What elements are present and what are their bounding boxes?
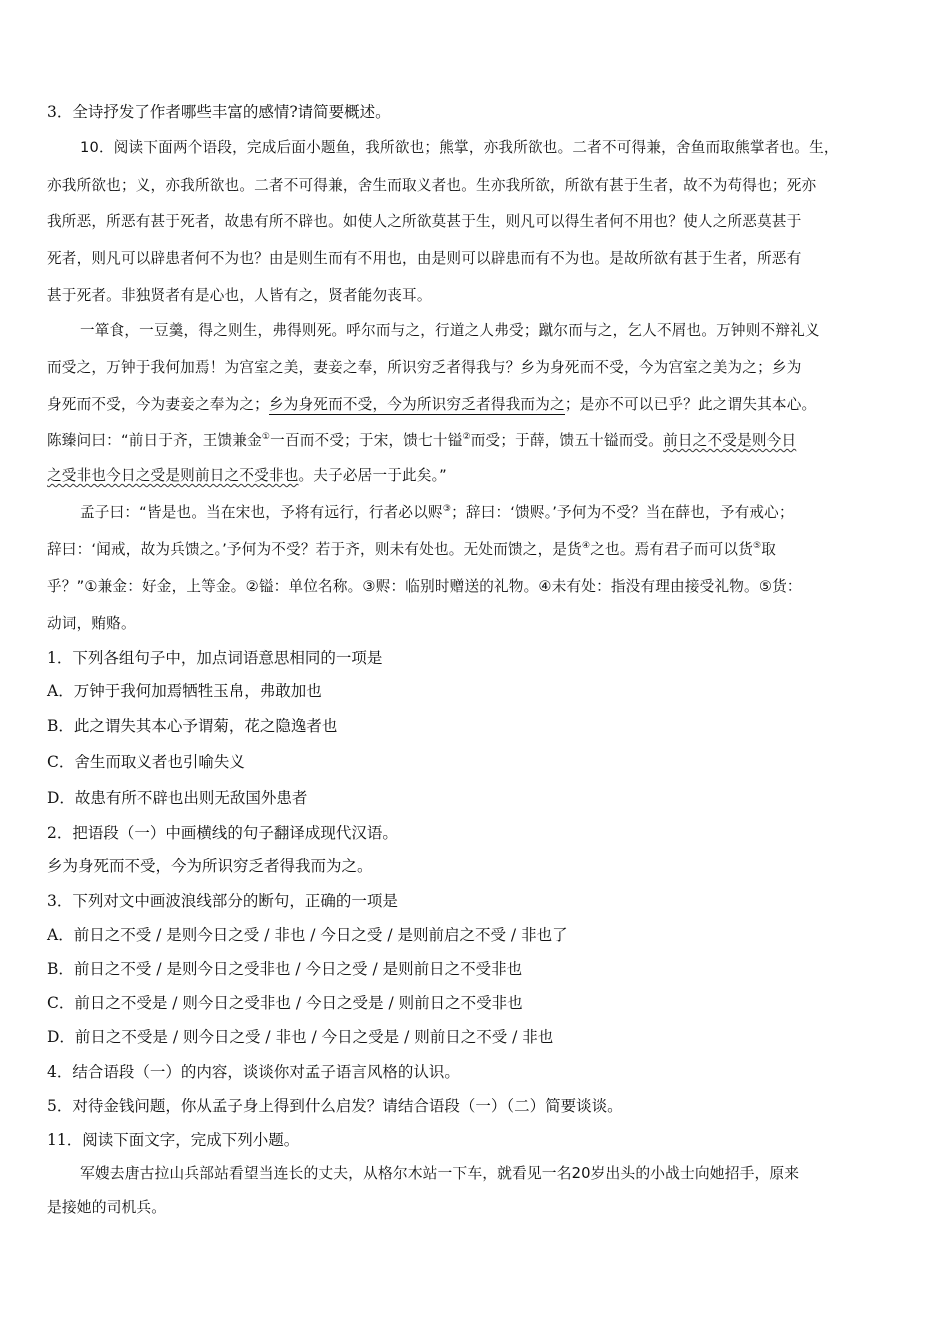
passage-1b-line: 而受之，万钟于我何加焉！为宫室之美，妻妾之奉，所识穷乏者得我与？乡为身死而不受，今为宫室之美为之；乡为 <box>47 359 802 376</box>
text-segment: 孟子曰：“皆是也。当在宋也，予将有远行，行者必以赆 <box>80 504 443 521</box>
footnote-mark: ② <box>462 432 471 442</box>
question-3-previous: 3．全诗抒发了作者哪些丰富的感情?请简要概述。 <box>47 103 391 121</box>
wavy-underlined-text: 之受非也今日之受是则前日之不受非也 <box>47 467 299 484</box>
text-segment: 之也。焉有君子而可以货 <box>590 541 753 558</box>
question-5: 5．对待金钱问题，你从孟子身上得到什么启发？请结合语段（一）（二）简要谈谈。 <box>47 1097 623 1115</box>
text-segment: 陈臻问曰：“前日于齐，王馈兼金 <box>47 432 262 449</box>
text-segment: ；辞曰：‘馈赆。’予何为不受？当在薛也，予有戒心； <box>451 504 794 521</box>
text-segment: 一百而不受；于宋，馈七十镒 <box>270 432 463 449</box>
question-1: 1．下列各组句子中，加点词语意思相同的一项是 <box>47 649 383 667</box>
passage-3-line: 军嫂去唐古拉山兵部站看望当连长的丈夫，从格尔木站一下车，就看见一名20岁出头的小战士向她招手，原来 <box>80 1165 800 1182</box>
question-4: 4．结合语段（一）的内容，谈谈你对孟子语言风格的认识。 <box>47 1063 460 1081</box>
option-b: B．前日之不受 / 是则今日之受非也 / 今日之受 / 是则前日之不受非也 <box>47 960 523 978</box>
option-a: A．前日之不受 / 是则今日之受 / 非也 / 今日之受 / 是则前启之不受 / 非也了 <box>47 926 568 944</box>
footnote-mark: ⑤ <box>752 541 762 551</box>
passage-1b-line <box>47 395 816 415</box>
footnote-mark: ④ <box>581 541 591 551</box>
passage-2-line <box>47 431 796 451</box>
option-d: D．故患有所不辟也出则无敌国外患者 <box>47 789 308 807</box>
passage-2-line <box>47 466 447 486</box>
passage-1b-line: 一箪食，一豆羹，得之则生，弗得则死。呼尔而与之，行道之人弗受；蹴尔而与之，乞人不屑也。万钟则不辩礼义 <box>80 322 820 339</box>
text-segment: 。夫子必居一于此矣。” <box>298 467 447 484</box>
text-segment: ；是亦不可以已乎？此之谓失其本心。 <box>564 396 817 413</box>
text-segment: 取 <box>761 541 777 558</box>
option-a: A．万钟于我何加焉牺牲玉帛，弗敢加也 <box>47 682 322 700</box>
passage-1-line: 我所恶，所恶有甚于死者，故患有所不辟也。如使人之所欲莫甚于生，则凡可以得生者何不用也？使人之所恶莫甚于 <box>47 213 802 230</box>
question-2: 2．把语段（一）中画横线的句子翻译成现代汉语。 <box>47 824 398 842</box>
text-segment: 身死而不受，今为妻妾之奉为之； <box>47 396 269 413</box>
passage-1-line: 死者，则凡可以辟患者何不为也？由是则生而有不用也，由是则可以辟患而有不为也。是故所欲有甚于生者，所恶有 <box>47 250 802 267</box>
passage-2-line <box>80 503 794 523</box>
passage-1-line: 亦我所欲也；义，亦我所欲也。二者不可得兼，舍生而取义者也。生亦我所欲，所欲有甚于生者，故不为苟得也；死亦 <box>47 177 817 194</box>
option-c: C．前日之不受是 / 则今日之受非也 / 今日之受是 / 则前日之不受非也 <box>47 994 523 1012</box>
footnotes: 乎？”①兼金：好金，上等金。②镒：单位名称。③赆：临别时赠送的礼物。④未有处：指没有理由接受礼物。⑤货： <box>47 578 802 595</box>
question-3: 3．下列对文中画波浪线部分的断句，正确的一项是 <box>47 892 398 910</box>
option-d: D．前日之不受是 / 则今日之受 / 非也 / 今日之受是 / 则前日之不受 / 非也 <box>47 1028 554 1046</box>
passage-2-line <box>47 540 776 560</box>
passage-1-line: 10．阅读下面两个语段，完成后面小题鱼，我所欲也；熊掌，亦我所欲也。二者不可得兼，舍鱼而取熊掌者也。生， <box>80 139 839 156</box>
question-2-sentence: 乡为身死而不受，今为所识穷乏者得我而为之。 <box>47 857 373 875</box>
footnote-mark: ③ <box>442 504 452 514</box>
underlined-sentence: 乡为身死而不受，今为所识穷乏者得我而为之 <box>268 396 565 413</box>
passage-1-line: 甚于死者。非独贤者有是心也，人皆有之，贤者能勿丧耳。 <box>47 287 432 304</box>
question-11: 11．阅读下面文字，完成下列小题。 <box>47 1131 300 1149</box>
option-b: B．此之谓失其本心予谓菊，花之隐逸者也 <box>47 717 338 735</box>
text-segment: 辞曰：‘闻戒，故为兵馈之。’予何为不受？若于齐，则未有处也。无处而馈之，是货 <box>47 541 582 558</box>
footnote-mark: ① <box>261 432 271 442</box>
passage-3-line: 是接她的司机兵。 <box>47 1199 167 1216</box>
text-segment: 而受；于薛，馈五十镒而受。 <box>470 432 664 449</box>
option-c: C．舍生而取义者也引喻失义 <box>47 753 245 771</box>
wavy-underlined-text: 前日之不受是则今日 <box>663 432 797 449</box>
footnotes: 动词，贿赂。 <box>47 615 136 632</box>
